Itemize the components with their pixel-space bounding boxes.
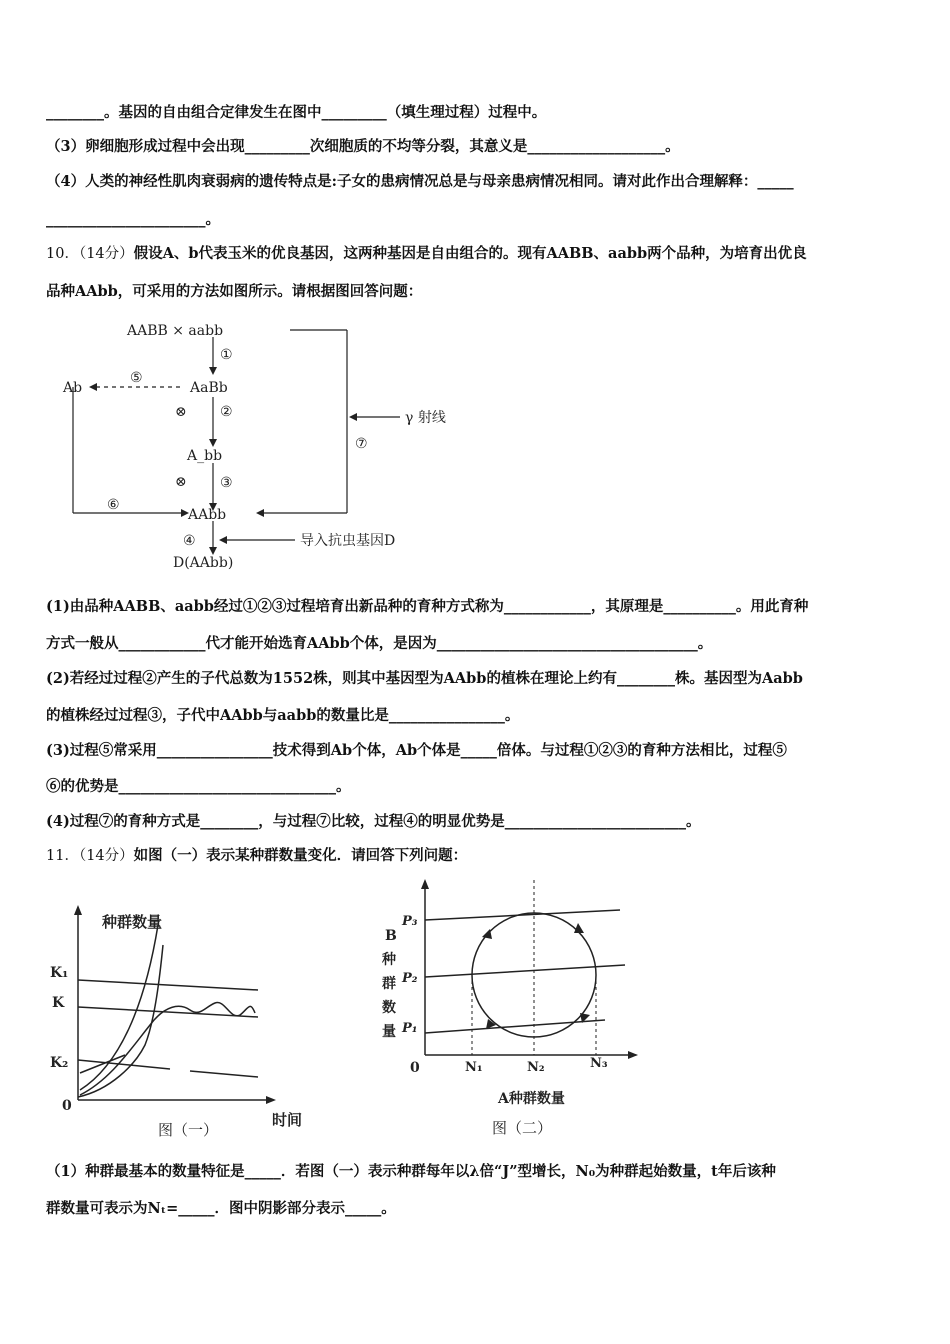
step-3-label: ③	[220, 475, 233, 491]
fig2-p1-label: P₁	[402, 1021, 418, 1036]
step-7-label: ⑦	[355, 436, 368, 452]
step-1-label: ①	[220, 347, 233, 363]
q10-part4: (4)过程⑦的育种方式是________，与过程⑦比较，过程④的明显优势是_________________________。	[46, 813, 701, 830]
fig1-caption: 图（一）	[158, 1121, 219, 1139]
step-5-label: ⑤	[130, 370, 143, 386]
fig2-y-char-3: 群	[382, 976, 396, 992]
q10-part3-line2: ⑥的优势是______________________________。	[46, 778, 351, 795]
fig1-k-label: K	[52, 995, 65, 1011]
fig2-y-char-5: 量	[382, 1024, 396, 1040]
fig1-x-axis-label: 时间	[272, 1111, 303, 1129]
haploid-label: Ab	[63, 380, 83, 396]
question-11-intro	[46, 846, 467, 866]
target-label: AAbb	[188, 507, 227, 523]
parents-label: AABB × aabb	[127, 323, 224, 339]
fig2-y-char-4: 数	[382, 1000, 396, 1016]
text-line-2: （3）卵细胞形成过程中会出现_________次细胞质的不均等分裂，其意义是___________________。	[46, 138, 680, 155]
text-line-4: ______________________。	[46, 211, 220, 228]
fig1-k1-label: K₁	[50, 965, 69, 981]
question-10-text: 假设A、b代表玉米的优良基因，这两种基因是自由组合的。现有AABB、aabb两个品种，为培育出优良	[133, 245, 807, 262]
step-4-label: ④	[183, 533, 196, 549]
question-10-number: 10．（14分）	[46, 246, 134, 262]
step-6-label: ⑥	[107, 497, 120, 513]
insert-gene-label: 导入抗虫基因D	[300, 533, 396, 549]
selfing-2-icon: ⊗	[175, 474, 187, 490]
fig2-origin-label: 0	[410, 1060, 420, 1076]
figure-2-predator-prey	[370, 875, 645, 1145]
question-11-number: 11．（14分）	[46, 848, 134, 864]
f2-label: A_bb	[187, 448, 223, 464]
fig1-y-axis-label: 种群数量	[102, 913, 163, 931]
fig2-n1-label: N₁	[465, 1060, 483, 1075]
fig2-y-char-1: B	[385, 928, 397, 944]
text-line-3: （4）人类的神经性肌肉衰弱病的遗传特点是:子女的患病情况总是与母亲患病情况相同。请对此作出合理解释：_____	[46, 173, 794, 190]
figure-1-population-growth	[40, 895, 315, 1150]
fig2-n2-label: N₂	[527, 1060, 545, 1075]
fig1-k2-label: K₂	[50, 1055, 69, 1071]
f1-label: AaBb	[190, 380, 228, 396]
question-11-text: 如图（一）表示某种群数量变化．请回答下列问题：	[133, 847, 468, 864]
fig2-y-char-2: 种	[382, 952, 396, 968]
question-10-intro-2: 品种AAbb，可采用的方法如图所示。请根据图回答问题：	[46, 283, 423, 300]
q10-part1-line1: (1)由品种AABB、aabb经过①②③过程培育出新品种的育种方式称为____________，其原理是__________。用此育种	[46, 598, 809, 615]
fig2-x-axis-label: A种群数量	[498, 1091, 565, 1107]
question-10-intro	[46, 244, 807, 264]
q10-part1-line2: 方式一般从____________代才能开始选育AAbb个体，是因为____________________________________。	[46, 635, 713, 652]
step-2-label: ②	[220, 404, 233, 420]
fig2-caption: 图（二）	[492, 1119, 553, 1137]
q11-part1-line1: （1）种群最基本的数量特征是_____．若图（一）表示种群每年以λ倍“J”型增长，N₀为种群起始数量，t年后该种	[46, 1163, 776, 1180]
final-label: D(AAbb)	[173, 555, 234, 571]
breeding-diagram	[55, 315, 485, 577]
q10-part2-line1: (2)若经过过程②产生的子代总数为1552株，则其中基因型为AAbb的植株在理论上约有________株。基因型为Aabb	[46, 670, 803, 687]
text-line-1: ________。基因的自由组合定律发生在图中_________（填生理过程）过程中。	[46, 104, 547, 121]
q10-part2-line2: 的植株经过过程③，子代中AAbb与aabb的数量比是________________。	[46, 707, 520, 724]
q10-part3-line1: (3)过程⑤常采用________________技术得到Ab个体，Ab个体是_____倍体。与过程①②③的育种方法相比，过程⑤	[46, 742, 787, 759]
fig2-p2-label: P₂	[402, 971, 418, 986]
gamma-ray-label: γ 射线	[405, 410, 446, 426]
fig2-p3-label: P₃	[402, 914, 418, 929]
q11-part1-line2: 群数量可表示为Nₜ=_____．图中阴影部分表示_____。	[46, 1200, 396, 1217]
fig2-n3-label: N₃	[590, 1056, 608, 1071]
fig1-origin-label: 0	[62, 1098, 72, 1114]
fig2-y-axis-label	[381, 928, 397, 1040]
selfing-1-icon: ⊗	[175, 404, 187, 420]
